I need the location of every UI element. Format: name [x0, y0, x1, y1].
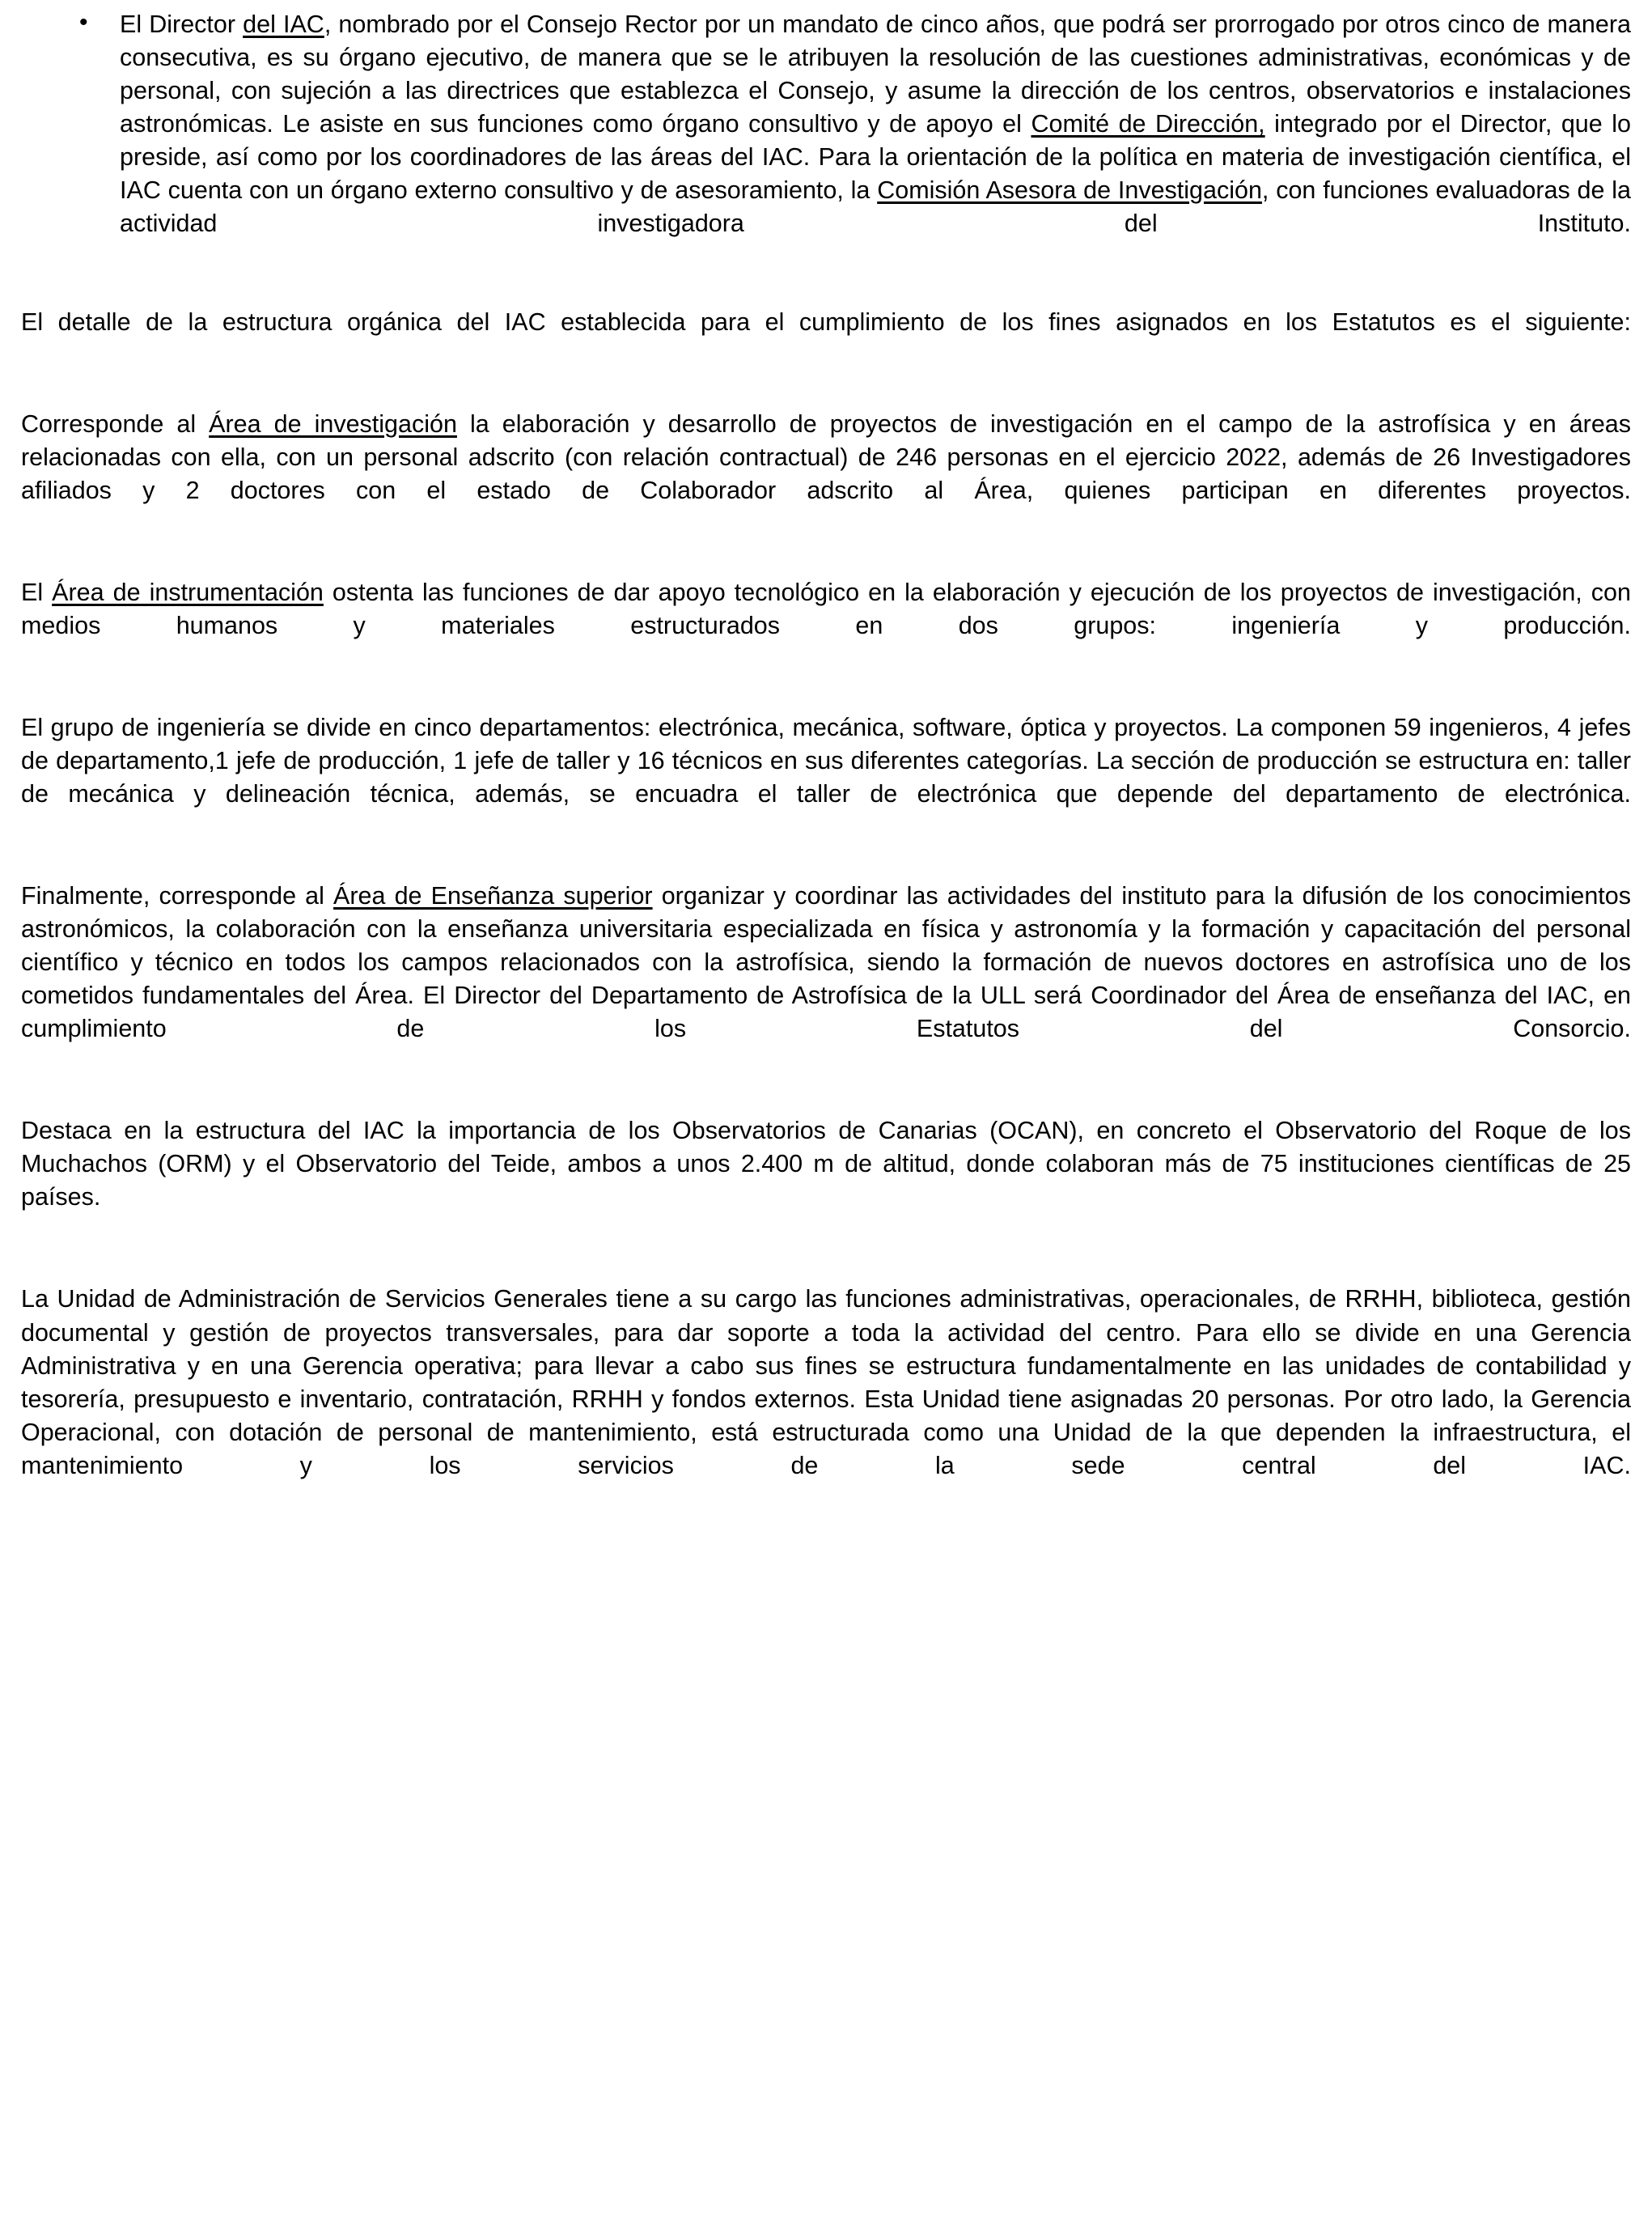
- bullet-list: [21, 8, 1631, 274]
- spacer: [21, 274, 1631, 306]
- para-detalle-estructura: [21, 306, 1631, 372]
- para-area-investigacion-text: [21, 410, 1631, 504]
- para-area-investigacion: [21, 408, 1631, 541]
- underlined-term: del IAC: [243, 11, 324, 38]
- spacer: [21, 1247, 1631, 1283]
- para-detalle-estructura-text: [21, 308, 1631, 336]
- text-run: El Director: [120, 11, 244, 38]
- document-body: [21, 8, 1631, 1516]
- text-run: El: [21, 579, 53, 607]
- para-grupo-ingenieria: [21, 711, 1631, 844]
- para-area-instrumentacion-text: [21, 579, 1631, 639]
- bullet-text-director-iac: [120, 11, 1631, 237]
- text-run: ostenta las funciones de dar apoyo tecnológico en la elaboración y ejecución de los proyectos de investigación, con medios humanos y materiales estructurados en dos grupos: ingeniería y producción.: [21, 579, 1631, 640]
- text-run: Destaca en la estructura del IAC la importancia de los Observatorios de Canarias (OCAN), en concreto el Observatorio del Roque de los Muchachos (ORM) y el Observatorio del Teide, ambos a unos 2.400 m de altitud, donde colaboran más de 75 instituciones científicas de 25 países.: [21, 1117, 1631, 1211]
- text-run: Finalmente, corresponde al: [21, 882, 334, 910]
- underlined-term: Comité de Dirección,: [1031, 110, 1265, 138]
- text-run: El detalle de la estructura orgánica del IAC establecida para el cumplimiento de los fines asignados en los Estatutos es el siguiente:: [21, 308, 1631, 337]
- underlined-term: Área de Enseñanza superior: [333, 882, 653, 910]
- para-area-ensenanza-superior: [21, 880, 1631, 1079]
- text-run: Corresponde al: [21, 410, 210, 439]
- spacer: [21, 844, 1631, 880]
- underlined-term: Área de investigación: [209, 410, 457, 439]
- spacer: [21, 1079, 1631, 1114]
- underlined-term: Comisión Asesora de Investigación: [877, 176, 1262, 205]
- text-run: El grupo de ingeniería se divide en cinco departamentos: electrónica, mecánica, software, óptica y proyectos. La componen 59 ingenieros, 4 jefes de departamento,1 jefe de producción, 1 jefe de taller y 16 técnicos en sus diferentes categorías. La sección de producción se estructura en: taller de mecánica y delineación técnica, además, se encuadra el taller de electrónica que depende del departamento de electrónica.: [21, 714, 1631, 808]
- para-area-ensenanza-superior-text: [21, 882, 1631, 1042]
- spacer: [21, 676, 1631, 711]
- para-observatorios-canarias-text: [21, 1117, 1631, 1211]
- para-unidad-administracion-text: [21, 1285, 1631, 1478]
- text-run: integrado por el Director, que lo preside, así como por los coordinadores de las áreas del IAC. Para la orientación de la política en materia de investigación científica, el IAC cuenta con un órgano externo consultivo y de asesoramiento, la: [120, 110, 1631, 205]
- spacer: [21, 372, 1631, 408]
- para-observatorios-canarias: [21, 1114, 1631, 1247]
- para-unidad-administracion: [21, 1283, 1631, 1515]
- para-grupo-ingenieria-text: [21, 714, 1631, 808]
- text-run: , con funciones evaluadoras de la actividad investigadora del Instituto.: [120, 176, 1632, 238]
- text-run: organizar y coordinar las actividades del instituto para la difusión de los conocimientos astronómicos, la colaboración con la enseñanza universitaria especializada en física y astronomía y la formación y capacitación del personal científico y técnico en todos los campos relacionados con la astrofísica, siendo la formación de nuevos doctores en astrofísica uno de los cometidos fundamentales del Área. El Director del Departamento de Astrofísica de la ULL será Coordinador del Área de enseñanza del IAC, en cumplimiento de los Estatutos del Consorcio.: [21, 882, 1631, 1043]
- underlined-term: Área de instrumentación: [52, 579, 324, 607]
- para-area-instrumentacion: [21, 576, 1631, 676]
- text-run: , nombrado por el Consejo Rector por un mandato de cinco años, que podrá ser prorrogado por otros cinco de manera consecutiva, es su órgano ejecutivo, de manera que se le atribuyen la resolución de las cuestiones administrativas, económicas y de personal, con sujeción a las directrices que establezca el Consejo, y asume la dirección de los centros, observatorios e instalaciones astronómicas. Le asiste en sus funciones como órgano consultivo y de apoyo el: [120, 11, 1631, 138]
- text-run: La Unidad de Administración de Servicios Generales tiene a su cargo las funciones administrativas, operacionales, de RRHH, biblioteca, gestión documental y gestión de proyectos transversales, para dar soporte a toda la actividad del centro. Para ello se divide en una Gerencia Administrativa y en una Gerencia operativa; para llevar a cabo sus fines se estructura fundamentalmente en las unidades de contabilidad y tesorería, presupuesto e inventario, contratación, RRHH y fondos externos. Esta Unidad tiene asignadas 20 personas. Por otro lado, la Gerencia Operacional, con dotación de personal de mantenimiento, está estructurada como una Unidad de la que dependen la infraestructura, el mantenimiento y los servicios de la sede central del IAC.: [21, 1285, 1631, 1479]
- text-run: la elaboración y desarrollo de proyectos de investigación en el campo de la astrofísica y en áreas relacionadas con ella, con un personal adscrito (con relación contractual) de 246 personas en el ejercicio 2022, además de 26 Investigadores afiliados y 2 doctores con el estado de Colaborador adscrito al Área, quienes participan en diferentes proyectos.: [21, 410, 1631, 505]
- spacer: [21, 541, 1631, 576]
- bullet-director-iac: [21, 8, 1631, 274]
